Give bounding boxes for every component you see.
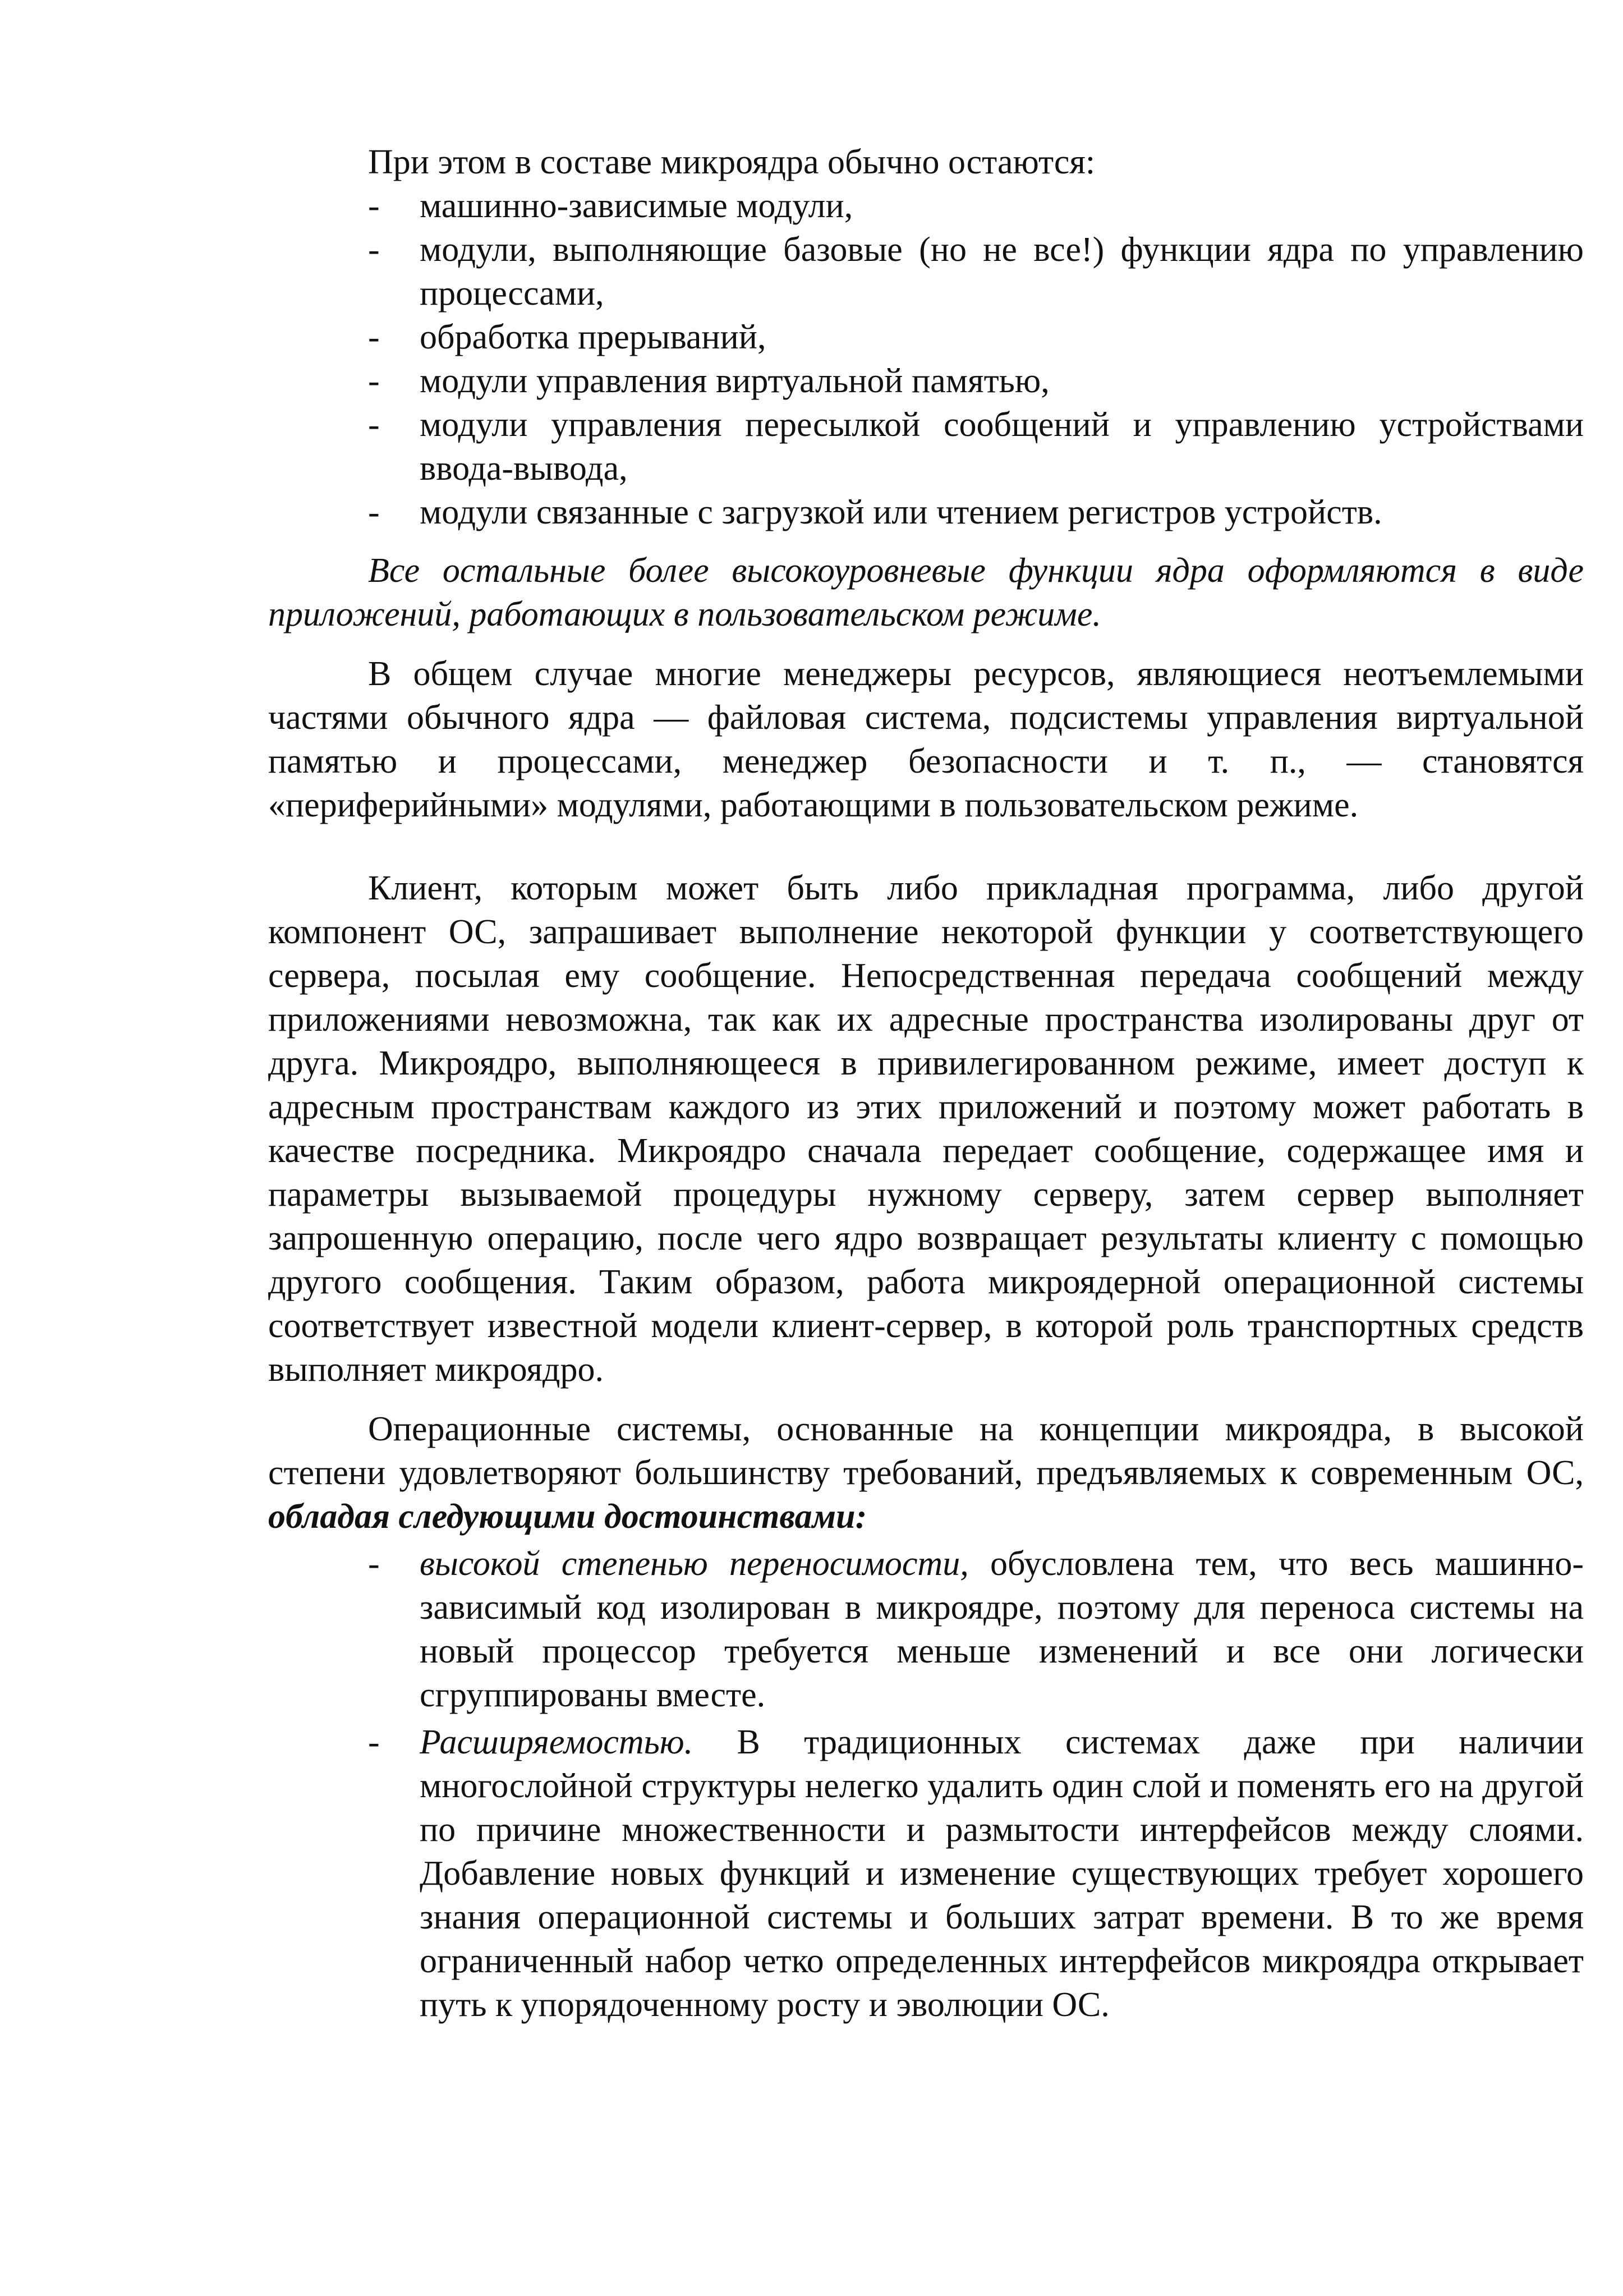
list-item <box>368 184 1584 228</box>
advantage-text: В традиционных системах даже при наличии многослойной структуры нелегко удалить один слой и поменять его на другой по причине множественности и размытости интерфейсов между слоями. Добавление новых функций и изменение существующих требует хорошего знания операционной системы и больших затрат времени. В то же время ограниченный набор четко определенных интерфейсов микроядра открывает путь к упорядоченному росту и эволюции ОС. <box>420 1723 1584 2024</box>
dash-bullet: - <box>368 1723 380 1761</box>
kernel-modules-list <box>368 184 1584 534</box>
list-item <box>368 403 1584 490</box>
advantages-list <box>368 1542 1584 2027</box>
list-item-text: модули связанные с загрузкой или чтением регистров устройств. <box>420 493 1382 531</box>
general-paragraph: В общем случае многие менеджеры ресурсов, являющиеся неотъемлемыми частями обычного ядра — файловая система, подсистемы управления виртуальной памятью и процессами, менеджер безопасности и т. п., — становятся «периферийными» модулями, работающими в пользовательском режиме. <box>268 655 1584 824</box>
advantages-paragraph <box>268 1407 1584 1539</box>
list-item <box>368 1720 1584 2027</box>
italic-paragraph: Все остальные более высокоуровневые функции ядра оформляются в виде приложений, работающих в пользовательском режиме. <box>268 552 1584 633</box>
advantages-emphasis: обладая следующими достоинствами: <box>268 1498 867 1536</box>
advantages-intro-text: Операционные системы, основанные на концепции микроядра, в высокой степени удовлетворяют большинству требований, предъявляемых к современным ОС, <box>268 1410 1584 1492</box>
list-item-text: модули управления виртуальной памятью, <box>420 362 1050 400</box>
advantage-term: Расширяемостью. <box>420 1723 693 1761</box>
list-item-text: обработка прерываний, <box>420 318 766 356</box>
dash-bullet: - <box>368 187 380 225</box>
client-paragraph: Клиент, которым может быть либо прикладная программа, либо другой компонент ОС, запрашивает выполнение некоторой функции у соответствующего сервера, посылая ему сообщение. Непосредственная передача сообщений между приложениями невозможна, так как их адресные пространства изолированы друг от друга. Микроядро, выполняющееся в привилегированном режиме, имеет доступ к адресным пространствам каждого из этих приложений и поэтому может работать в качестве посредника. Микроядро сначала передает сообщение, содержащее имя и параметры вызываемой процедуры нужному серверу, затем сервер выполняет запрошенную операцию, после чего ядро возвращает результаты клиенту с помощью другого сообщения. Таким образом, работа микроядерной операционной системы соответствует известной модели клиент-сервер, в которой роль транспортных средств выполняет микроядро. <box>268 869 1584 1389</box>
list-item-text: модули, выполняющие базовые (но не все!) функции ядра по управлению процессами, <box>420 231 1584 313</box>
list-item <box>368 1542 1584 1717</box>
dash-bullet: - <box>368 1545 380 1583</box>
list-item-text: модули управления пересылкой сообщений и управлению устройствами ввода-вывода, <box>420 406 1584 488</box>
dash-bullet: - <box>368 231 380 269</box>
list-item <box>368 315 1584 359</box>
list-item <box>368 490 1584 534</box>
list-item <box>368 228 1584 315</box>
page-content <box>268 140 1584 2027</box>
advantage-term: высокой степенью переносимости, <box>420 1545 969 1583</box>
intro-paragraph: При этом в составе микроядра обычно остаются: <box>368 143 1096 181</box>
dash-bullet: - <box>368 362 380 400</box>
list-item-text: машинно-зависимые модули, <box>420 187 853 225</box>
dash-bullet: - <box>368 493 380 531</box>
dash-bullet: - <box>368 318 380 356</box>
dash-bullet: - <box>368 406 380 444</box>
advantage-text: обусловлена тем, что весь машинно-зависимый код изолирован в микроядре, поэтому для переноса системы на новый процессор требуется меньше изменений и все они логически сгруппированы вместе. <box>420 1545 1584 1714</box>
list-item <box>368 359 1584 403</box>
